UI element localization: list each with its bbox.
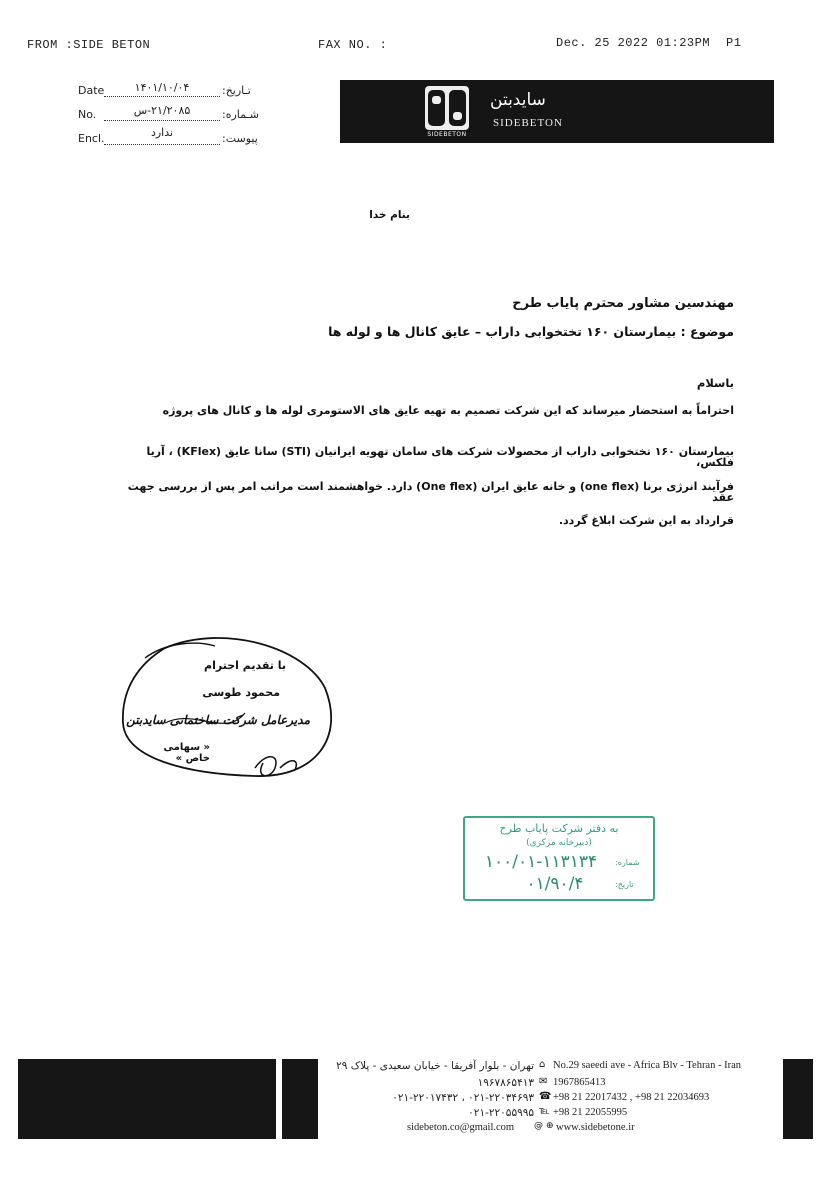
footer-address-fa: تهران - بلوار آفریقا - خیابان سعیدی - پلاک ۲۹ [336, 1060, 534, 1072]
signature-scribble [105, 628, 345, 788]
encl-label-fa: پیوست: [222, 132, 258, 145]
fax-page: P1 [726, 36, 742, 50]
signer-title: مدیرعامل شرکت ساختمانی سایدبتن [126, 713, 310, 727]
number-value: ۲۱/۲۰۸۵-س [133, 104, 191, 117]
stamp-date-value: ۰۱/۹۰/۴ [526, 874, 584, 894]
date-value: ۱۴۰۱/۱۰/۰۴ [134, 81, 190, 94]
number-label-en: No. [78, 108, 97, 121]
logo-caption: SIDEBETON [427, 131, 467, 138]
fax-number-label: FAX NO. : [318, 38, 388, 52]
brand-name-fa: سایدبتن [490, 90, 546, 110]
body-line-2: بیمارستان ۱۶۰ تختخوابی داراب از محصولات شرکت های سامان تهویه ایرانیان (STI) سانا عایق (KFlex) ، آریا فلکس، [146, 445, 734, 469]
sidebeton-logo [425, 86, 469, 130]
footer-website: www.sidebetone.ir [556, 1122, 635, 1133]
encl-value: ندارد [150, 126, 174, 139]
date-line [104, 81, 220, 97]
footer-email: sidebeton.co@gmail.com [407, 1122, 515, 1133]
invocation: بنام خدا [369, 209, 410, 221]
footer-tel-fa: ۰۲۱-۲۲۰۱۷۴۳۲ ، ۰۲۱-۲۲۰۳۴۶۹۳ [392, 1092, 534, 1104]
stamp-line2: (دبیرخانه مرکزی) [526, 838, 592, 848]
recipient: مهندسین مشاور محترم پایاب طرح [512, 296, 734, 311]
location-pin-icon: ⌂ [539, 1059, 546, 1070]
received-stamp [463, 816, 655, 901]
greeting: باسلام [696, 376, 734, 390]
brand-name-en: SIDEBETON [493, 117, 563, 129]
footer-fax-en: +98 21 22055995 [553, 1107, 628, 1118]
footer-address-en: No.29 saeedi ave - Africa Blv - Tehran - Iran [553, 1060, 741, 1071]
signer-name: محمود طوسی [202, 686, 280, 699]
fax-from: FROM :SIDE BETON [27, 38, 151, 52]
footer-postal-fa: ۱۹۶۷۸۶۵۴۱۳ [477, 1077, 534, 1089]
closing: با تقدیم احترام [204, 659, 286, 672]
number-line [104, 104, 220, 121]
footer-postal-en: 1967865413 [553, 1077, 606, 1088]
date-label-en: Date [78, 84, 105, 97]
signer-note: « سهامی خاص » [163, 742, 210, 764]
letterhead-banner [340, 80, 774, 143]
mailbox-icon: ✉ [539, 1076, 548, 1087]
stamp-number-label: شماره: [615, 858, 640, 867]
globe-icon: ⊕ [546, 1121, 554, 1131]
body-line-4: قرارداد به این شرکت ابلاغ گردد. [558, 514, 734, 527]
footer-fax-fa: ۰۲۱-۲۲۰۵۵۹۹۵ [468, 1107, 534, 1119]
number-label-fa: شـماره: [222, 108, 259, 121]
phone-icon: ☎ [539, 1091, 552, 1102]
footer-tel-en: +98 21 22017432 , +98 21 22034693 [553, 1092, 710, 1103]
footer-bar-mid [282, 1059, 318, 1139]
subject: موضوع : بیمارستان ۱۶۰ تختخوابی داراب – عایق کانال ها و لوله ها [328, 324, 734, 339]
logo-mark-icon [425, 86, 469, 130]
encl-label-en: Encl. [78, 132, 105, 145]
footer-bar-right [783, 1059, 813, 1139]
footer-bar-left [18, 1059, 276, 1139]
stamp-number-value: ۱۰۰/۰۱-۱۱۳۱۳۴ [484, 852, 598, 872]
encl-line [104, 126, 220, 145]
fax-icon: ℡ [539, 1106, 550, 1117]
body-line-3: فرآیند انرژی برنا (one flex) و خانه عایق ایران (One flex) دارد. خواهشمند است مراتب امر پس از بررسی جهت عقد [127, 480, 734, 504]
body-line-1: احتراماً به استحضار میرساند که این شرکت تصمیم به تهیه عایق های الاستومری لوله ها و کانال های پروژه [162, 404, 734, 417]
fax-datetime: Dec. 25 2022 01:23PM [556, 36, 711, 50]
date-label-fa: تـاریخ: [222, 84, 251, 97]
email-icon: @ [534, 1121, 543, 1131]
stamp-line1: به دفتر شرکت پایاب طرح [499, 822, 619, 835]
stamp-date-label: تاریخ: [615, 880, 634, 889]
